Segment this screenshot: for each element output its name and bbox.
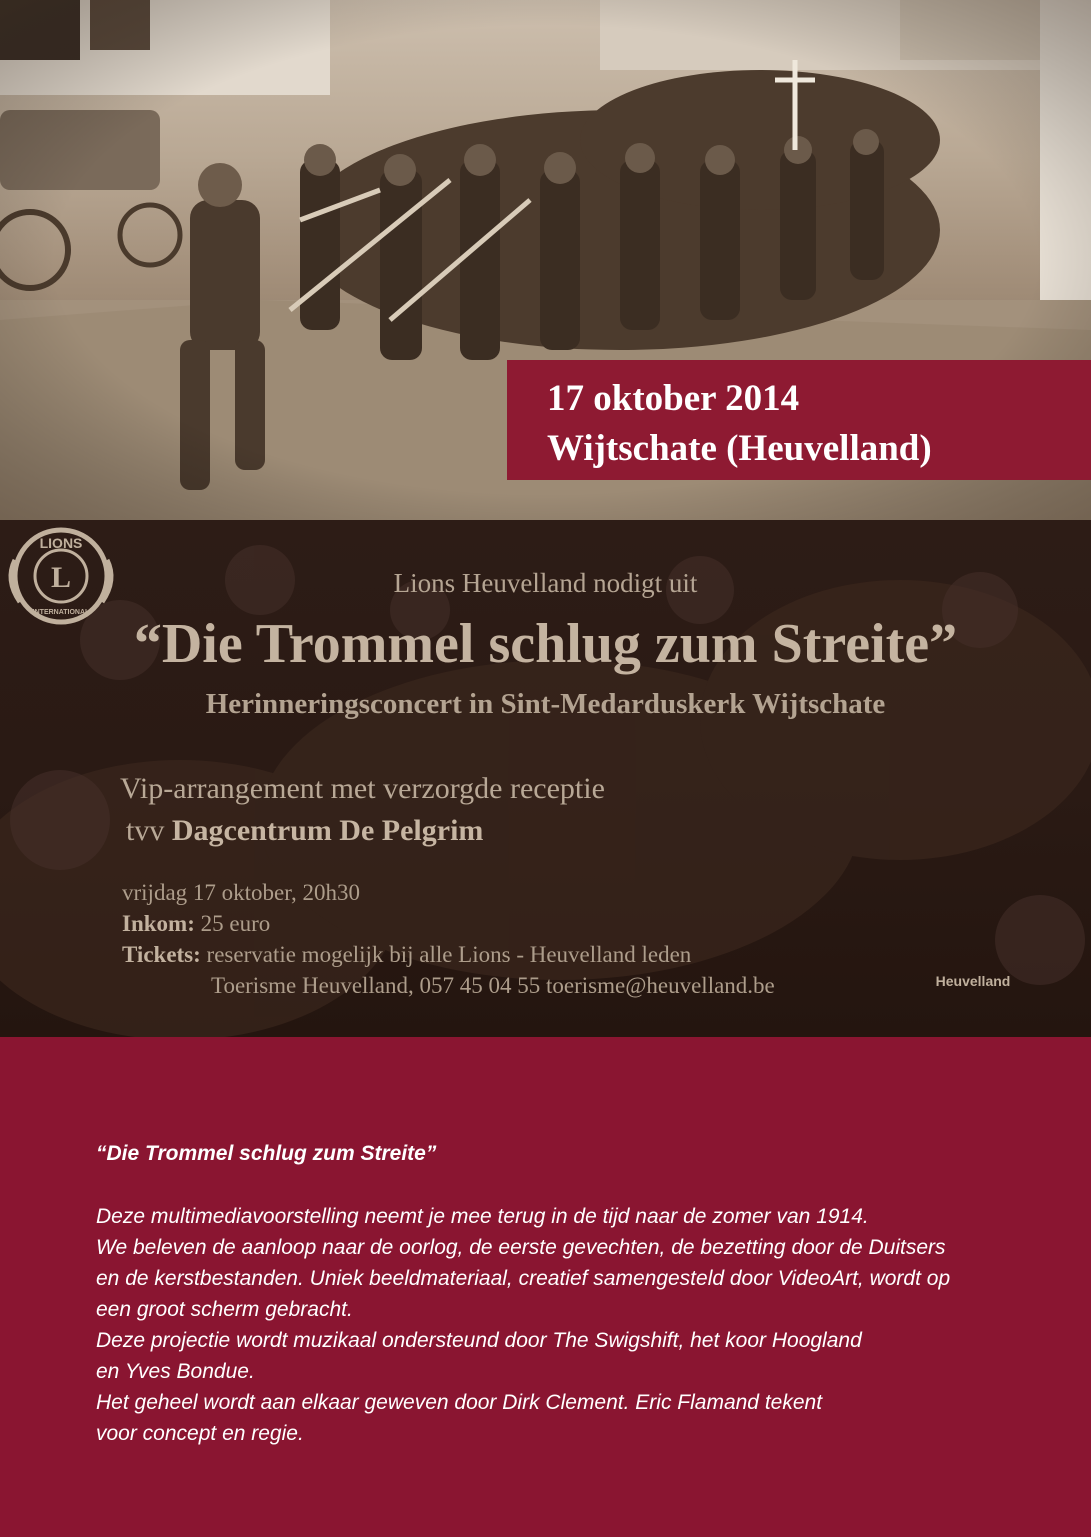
invitation-line: Lions Heuvelland nodigt uit [393,568,698,598]
event-date: 17 oktober 2014 [547,378,800,419]
description-line: Deze projectie wordt muzikaal ondersteund door The Swigshift, het koor Hoogland [96,1329,862,1352]
description-title: “Die Trommel schlug zum Streite” [96,1142,437,1165]
event-subtitle: Herinneringsconcert in Sint-Medarduskerk Wijtschate [205,688,886,720]
date-location-banner [507,360,1091,480]
tickets-label: Tickets: [122,942,201,967]
description-line: en Yves Bondue. [96,1360,255,1383]
event-title: “Die Trommel schlug zum Streite” [133,613,958,675]
description-line: voor concept en regie. [96,1422,304,1445]
logo-top-text: LIONS [39,535,83,551]
vip-arrangement: Vip-arrangement met verzorgde receptie [120,772,605,805]
description-line: Het geheel wordt aan elkaar geweven door Dirk Clement. Eric Flamand tekent [96,1391,823,1414]
description-section [0,1037,1091,1537]
logo-letter: L [50,561,72,594]
description-line: een groot scherm gebracht. [96,1298,353,1321]
description-line: en de kerstbestanden. Uniek beeldmateriaal, creatief samengesteld door VideoArt, wordt op [96,1267,951,1290]
event-location: Wijtschate (Heuvelland) [547,428,932,469]
logo-caption: Heuvelland [935,973,1011,989]
entry-value: 25 euro [200,911,271,936]
beneficiary-line [126,814,483,848]
entry-fee [122,911,270,937]
event-info-band [0,520,1091,1037]
historic-photo [0,0,1091,520]
lions-club-emblem-icon [0,520,122,650]
entry-label: Inkom: [122,911,195,936]
tickets-info [122,942,691,968]
tvv-prefix: tvv [126,814,165,847]
tickets-contact: Toerisme Heuvelland, 057 45 04 55 toerisme@heuvelland.be [211,973,775,998]
description-line: We beleven de aanloop naar de oorlog, de eerste gevechten, de bezetting door de Duitsers [96,1236,946,1259]
logo-ring-text: INTERNATIONAL [32,609,90,616]
description-line: Deze multimediavoorstelling neemt je mee terug in de tijd naar de zomer van 1914. [96,1205,869,1228]
beneficiary-name: Dagcentrum De Pelgrim [171,814,484,847]
tickets-value: reservatie mogelijk bij alle Lions - Heuvelland leden [206,942,692,967]
event-datetime: vrijdag 17 oktober, 20h30 [122,880,360,905]
